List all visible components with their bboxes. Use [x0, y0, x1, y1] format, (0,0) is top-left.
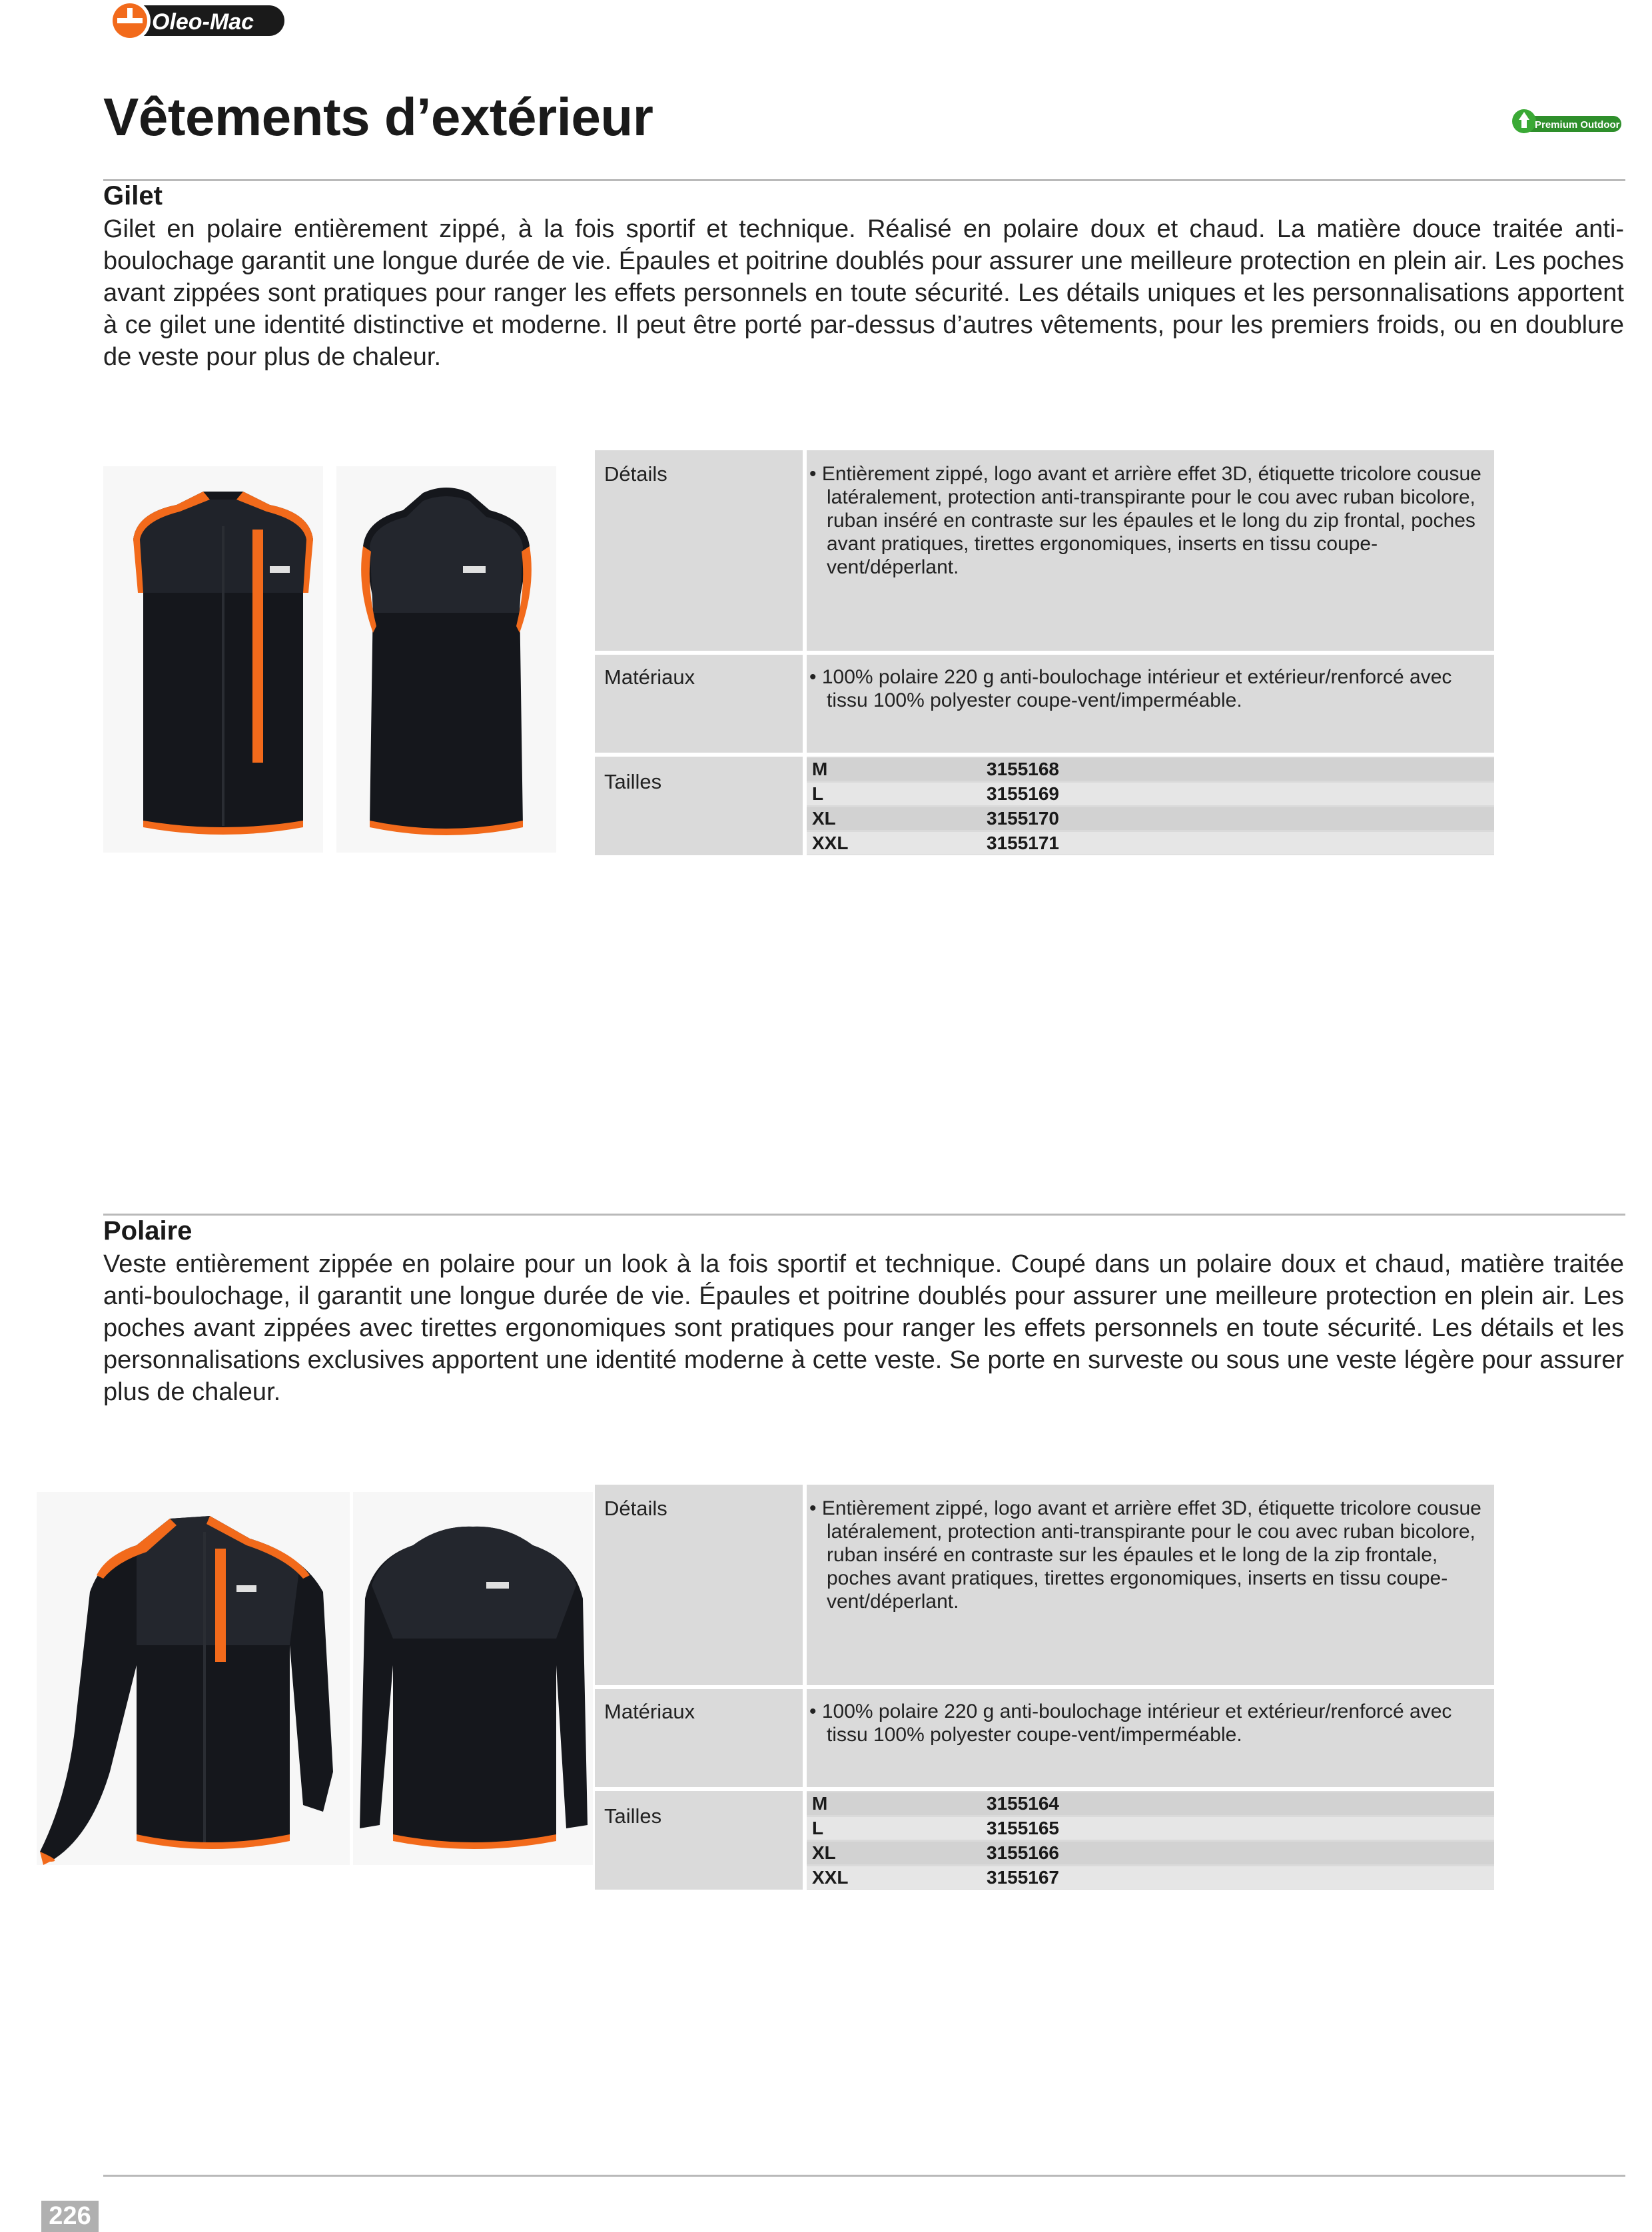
section-divider [103, 1214, 1625, 1216]
article-number: 3155168 [987, 759, 1060, 779]
article-number: 3155164 [987, 1793, 1060, 1814]
size-code: XL [812, 1842, 836, 1863]
size-code: XXL [812, 833, 849, 853]
size-code: XXL [812, 1867, 849, 1888]
page-number: 226 [41, 2201, 99, 2232]
size-row [807, 832, 1494, 855]
size-row [807, 1792, 1494, 1815]
spec-text-details: • Entièrement zippé, logo avant et arrière effet 3D, étiquette tricolore cousue latéralement, protection anti-transpirante pour le cou avec ruban bicolore, ruban inséré en contraste sur les épaules et le long du zip frontal, poches avant pratiques, tirettes ergonomiques, inserts en tissu coupe-vent/déperlant. [809, 463, 1481, 578]
size-code: L [812, 1818, 824, 1838]
article-number: 3155170 [987, 808, 1060, 829]
size-row [807, 1842, 1494, 1864]
size-row [807, 807, 1494, 830]
size-code: XL [812, 808, 836, 829]
section-description-gilet: Gilet en polaire entièrement zippé, à la fois sportif et technique. Réalisé en polaire doux et chaud. La matière douce traitée anti-boulochage garantit une longue durée de vie. Épaules et poitrine doublés pour assurer une meilleure protection en plein air. Les poches avant zippées sont pratiques pour ranger les effets personnels en toute sécurité. Les détails uniques et les personnalisations apportent à ce gilet une identité distinctive et moderne. Il peut être porté par-dessus d’autres vêtements, pour les premiers froids, ou en doublure de veste pour plus de chaleur. [103, 215, 1624, 371]
size-row [807, 758, 1494, 781]
spec-table-polaire [595, 1485, 1494, 1890]
polaire-front-image [37, 1492, 350, 1865]
oleo-mac-logo [108, 0, 288, 44]
gilet-front-image [103, 466, 323, 853]
size-row [807, 1866, 1494, 1889]
spec-label-materials: Matériaux [604, 1700, 695, 1723]
spec-label-sizes: Tailles [604, 1804, 662, 1828]
brand-logo-text: Oleo-Mac [152, 9, 254, 35]
gilet-back-image [336, 466, 556, 853]
section-title-gilet: Gilet [103, 181, 163, 210]
spec-text-materials: • 100% polaire 220 g anti-boulochage intérieur et extérieur/renforcé avec tissu 100% polyester coupe-vent/imperméable. [809, 1700, 1452, 1746]
section-title-polaire: Polaire [103, 1216, 193, 1246]
spec-row-divider [595, 1685, 1494, 1689]
spec-label-details: Détails [604, 1497, 667, 1520]
section-description-polaire: Veste entièrement zippée en polaire pour un look à la fois sportif et technique. Coupé dans un polaire doux et chaud, matière traitée anti-boulochage, il garantit une longue durée de vie. Épaules et poitrine doublés pour assurer une meilleure protection en plein air. Les poches avant zippées avec tirettes ergonomiques sont pratiques pour ranger les effets personnels en toute sécurité. Les détails et les personnalisations exclusives apportent une identité moderne à cette veste. Se porte en surveste ou sous une veste légère pour assurer plus de chaleur. [103, 1250, 1624, 1406]
spec-label-materials: Matériaux [604, 665, 695, 689]
spec-text-materials: • 100% polaire 220 g anti-boulochage intérieur et extérieur/renforcé avec tissu 100% polyester coupe-vent/imperméable. [809, 666, 1452, 711]
article-number: 3155169 [987, 783, 1060, 804]
size-code: L [812, 783, 824, 804]
article-number: 3155167 [987, 1867, 1060, 1888]
spec-row-divider [595, 651, 1494, 655]
size-row [807, 783, 1494, 805]
spec-text-details: • Entièrement zippé, logo avant et arrière effet 3D, étiquette tricolore cousue latéralement, protection anti-transpirante pour le cou avec ruban bicolore, ruban inséré en contraste sur les épaules et le long de la zip frontale, poches avant pratiques, tirettes ergonomiques, inserts en tissu coupe-vent/déperlant. [809, 1497, 1481, 1613]
spec-label-details: Détails [604, 462, 667, 486]
article-number: 3155171 [987, 833, 1060, 853]
polaire-back-image [353, 1492, 593, 1865]
badge-text: Premium Outdoor [1535, 119, 1620, 131]
spec-row-divider [595, 1787, 1494, 1791]
premium-outdoor-badge [1511, 105, 1623, 139]
size-code: M [812, 759, 828, 779]
size-code: M [812, 1793, 828, 1814]
article-number: 3155166 [987, 1842, 1060, 1863]
spec-table-gilet [595, 450, 1494, 855]
article-number: 3155165 [987, 1818, 1060, 1838]
spec-row-divider [595, 753, 1494, 757]
footer-divider [103, 2175, 1625, 2177]
spec-label-sizes: Tailles [604, 770, 662, 793]
size-row [807, 1817, 1494, 1840]
page-title: Vêtements d’extérieur [103, 87, 653, 147]
section-divider [103, 179, 1625, 181]
